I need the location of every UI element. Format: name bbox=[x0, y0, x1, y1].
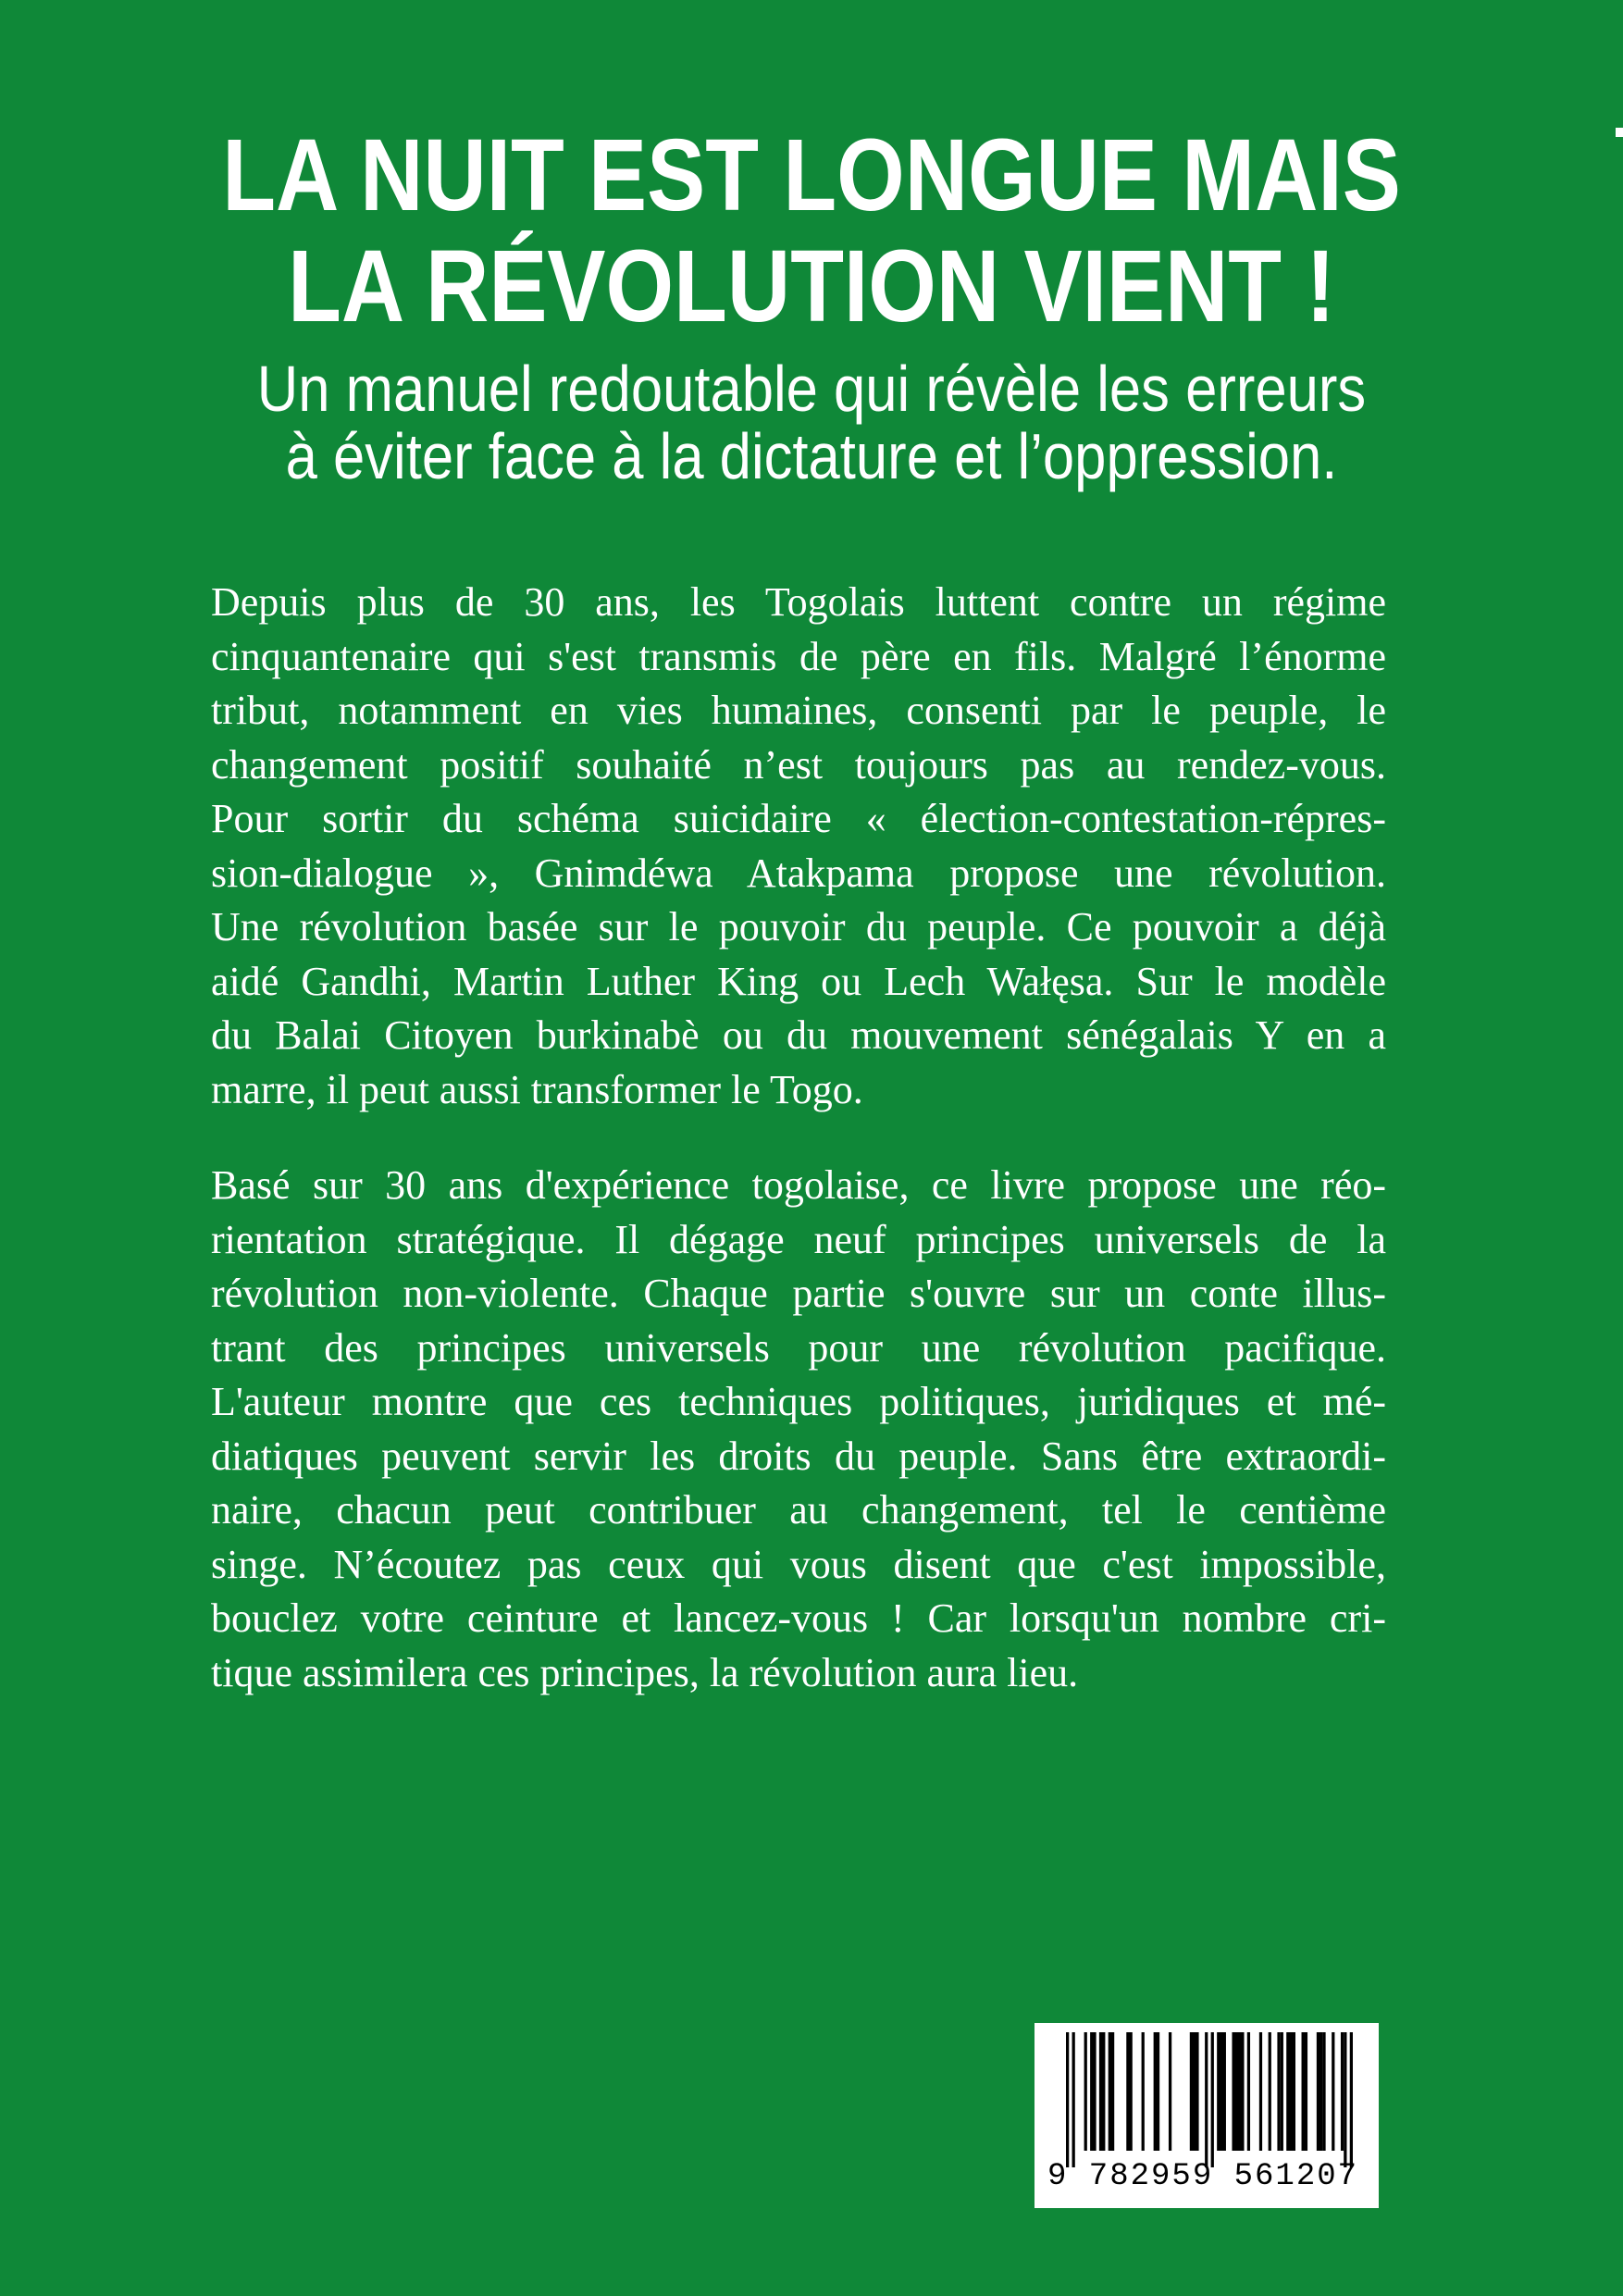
barcode-bar bbox=[1286, 2032, 1295, 2151]
barcode-bar bbox=[1109, 2032, 1115, 2151]
barcode-bar bbox=[1322, 2032, 1325, 2151]
blurb-line: L'auteur montre que ces techniques politiques, juridiques et mé- bbox=[211, 1379, 1386, 1424]
barcode-bar bbox=[1317, 2032, 1323, 2151]
barcode-bar bbox=[1211, 2032, 1214, 2167]
blurb-line: sion-dialogue », Gnimdéwa Atakpama propose une révolution. bbox=[211, 850, 1386, 896]
blurb-line: aidé Gandhi, Martin Luther King ou Lech Wałęsa. Sur le modèle bbox=[211, 958, 1386, 1004]
barcode-bar bbox=[1332, 2032, 1334, 2151]
edge-mark bbox=[1616, 128, 1623, 137]
isbn-digits: 9 782959 561207 bbox=[1047, 2159, 1359, 2194]
blurb-paragraph-1 bbox=[211, 576, 1386, 1117]
barcode-bar bbox=[1281, 2032, 1283, 2151]
blurb-line: tribut, notamment en vies humaines, consenti par le peuple, le bbox=[211, 688, 1386, 733]
blurb-line: du Balai Citoyen burkinabè ou du mouvement sénégalais Y en a bbox=[211, 1012, 1386, 1058]
blurb-line: rientation stratégique. Il dégage neuf principes universels de la bbox=[211, 1216, 1386, 1262]
blurb-paragraph-2 bbox=[211, 1159, 1386, 1700]
barcode-bar bbox=[1232, 2032, 1238, 2151]
barcode-bar bbox=[1090, 2032, 1096, 2151]
barcode-bar bbox=[1247, 2032, 1250, 2151]
isbn-barcode bbox=[1035, 2023, 1379, 2208]
barcode-bar bbox=[1238, 2032, 1245, 2151]
blurb-line: Une révolution basée sur le pouvoir du peuple. Ce pouvoir a déjà bbox=[211, 904, 1386, 949]
barcode-bar bbox=[1277, 2032, 1280, 2151]
barcode-bar bbox=[1217, 2032, 1226, 2151]
blurb-line: changement positif souhaité n’est toujours pas au rendez-vous. bbox=[211, 741, 1386, 788]
blurb-line: Pour sortir du schéma suicidaire « élection-contestation-répres- bbox=[211, 796, 1386, 841]
headline-line-2: LA RÉVOLUTION VIENT ! bbox=[288, 230, 1335, 343]
barcode-bar bbox=[1350, 2032, 1353, 2167]
blurb-line: singe. N’écoutez pas ceux qui vous disent que c'est impossible, bbox=[211, 1541, 1386, 1587]
barcode-bar bbox=[1099, 2032, 1106, 2151]
barcode-bar bbox=[1142, 2032, 1145, 2151]
blurb-line: révolution non-violente. Chaque partie s'ouvre sur un conte illus- bbox=[211, 1271, 1386, 1316]
barcode-bar bbox=[1066, 2032, 1069, 2167]
barcode-bar bbox=[1341, 2032, 1344, 2151]
barcode-bar bbox=[1190, 2032, 1199, 2151]
blurb-line: bouclez votre ceinture et lancez-vous ! Car lorsqu'un nombre cri- bbox=[211, 1595, 1386, 1641]
barcode-bar bbox=[1205, 2032, 1208, 2167]
subtitle-line-2: à éviter face à la dictature et l’oppression. bbox=[285, 420, 1338, 492]
blurb-line: cinquantenaire qui s'est transmis de père en fils. Malgré l’énorme bbox=[211, 633, 1386, 679]
barcode-bar bbox=[1126, 2032, 1133, 2151]
barcode-bar bbox=[1259, 2032, 1262, 2151]
blurb-line: marre, il peut aussi transformer le Togo. bbox=[211, 1066, 863, 1112]
blurb-line: naire, chacun peut contribuer au changement, tel le centième bbox=[211, 1487, 1386, 1533]
barcode-bar bbox=[1169, 2032, 1171, 2151]
headline-line-1: LA NUIT EST LONGUE MAIS bbox=[222, 118, 1401, 232]
barcode-bar bbox=[1072, 2032, 1075, 2167]
barcode-bar bbox=[1154, 2032, 1160, 2151]
blurb-line: diatiques peuvent servir les droits du peuple. Sans être extraordi- bbox=[211, 1433, 1386, 1479]
blurb-line: tique assimilera ces principes, la révolution aura lieu. bbox=[211, 1649, 1079, 1695]
blurb-line: Basé sur 30 ans d'expérience togolaise, ce livre propose une réo- bbox=[211, 1162, 1386, 1208]
subtitle-line-1: Un manuel redoutable qui révèle les erreurs bbox=[256, 353, 1367, 425]
barcode-bar bbox=[1269, 2032, 1271, 2151]
barcode-bar bbox=[1084, 2032, 1087, 2151]
blurb-line: trant des principes universels pour une révolution pacifique. bbox=[211, 1324, 1386, 1371]
barcode-bar bbox=[1302, 2032, 1308, 2151]
barcode-bar bbox=[1344, 2032, 1346, 2167]
blurb-line: Depuis plus de 30 ans, les Togolais luttent contre un régime bbox=[211, 579, 1386, 625]
